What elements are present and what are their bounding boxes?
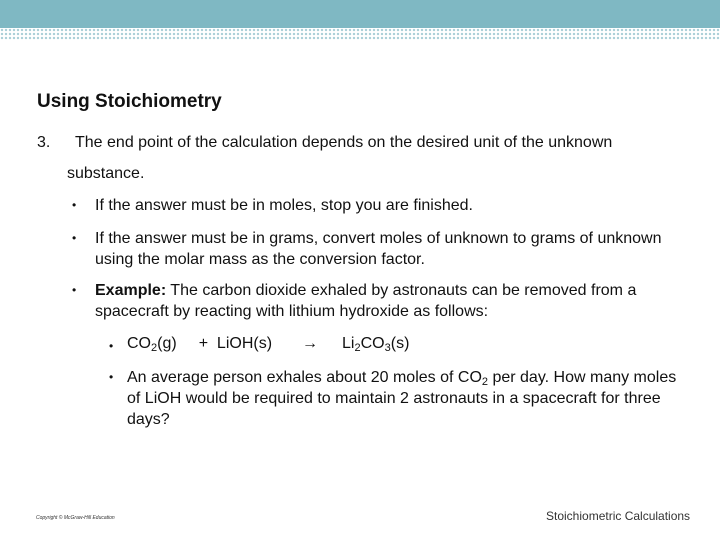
bullet-icon: • [72, 283, 77, 297]
slide-title: Using Stoichiometry [37, 91, 222, 112]
bullet-icon: • [72, 198, 77, 212]
product-co: CO [360, 335, 385, 352]
reactant-co2-state: (g) [157, 335, 177, 352]
point-text-line2: substance. [67, 165, 145, 182]
bullet-icon: • [109, 339, 114, 353]
sub-bullet-question [127, 367, 687, 430]
example-text: The carbon dioxide exhaled by astronauts can be removed from a spacecraft by reacting with lithium hydroxide as follows: [95, 282, 637, 320]
example-label: Example: [95, 282, 167, 299]
plus-sign: + [198, 335, 209, 352]
chemical-equation [127, 335, 409, 353]
question-subscript: 2 [481, 376, 489, 388]
reactant-co2: CO [127, 335, 151, 352]
bullet-icon: • [72, 231, 77, 245]
point-text-line1: The end point of the calculation depends on the desired unit of the unknown [75, 134, 613, 151]
bullet-example [95, 280, 685, 322]
footer-chapter-title: Stoichiometric Calculations [546, 509, 691, 523]
product-co-subscript: 3 [384, 342, 391, 354]
reactant-co2-subscript: 2 [151, 342, 158, 354]
product-state: (s) [390, 335, 410, 352]
bullet-moles: If the answer must be in moles, stop you are finished. [95, 197, 473, 214]
reactant-lioh: LiOH(s) [216, 335, 273, 352]
question-part2: per day. How many moles of LiOH would be required to maintain 2 astronauts in a spacecraft for three days? [127, 369, 677, 428]
point-number: 3. [37, 134, 51, 151]
bullet-grams: If the answer must be in grams, convert moles of unknown to grams of unknown using the molar mass as the conversion factor. [95, 230, 662, 268]
header-bar [0, 0, 720, 28]
copyright-notice: Copyright © McGraw-Hill Education [36, 515, 115, 521]
question-part1: An average person exhales about 20 moles of CO [127, 369, 482, 386]
product-li-subscript: 2 [354, 342, 361, 354]
product-li: Li [342, 335, 355, 352]
reaction-arrow: → [302, 335, 319, 352]
header-dot-pattern [0, 28, 720, 40]
bullet-icon: • [109, 370, 114, 384]
